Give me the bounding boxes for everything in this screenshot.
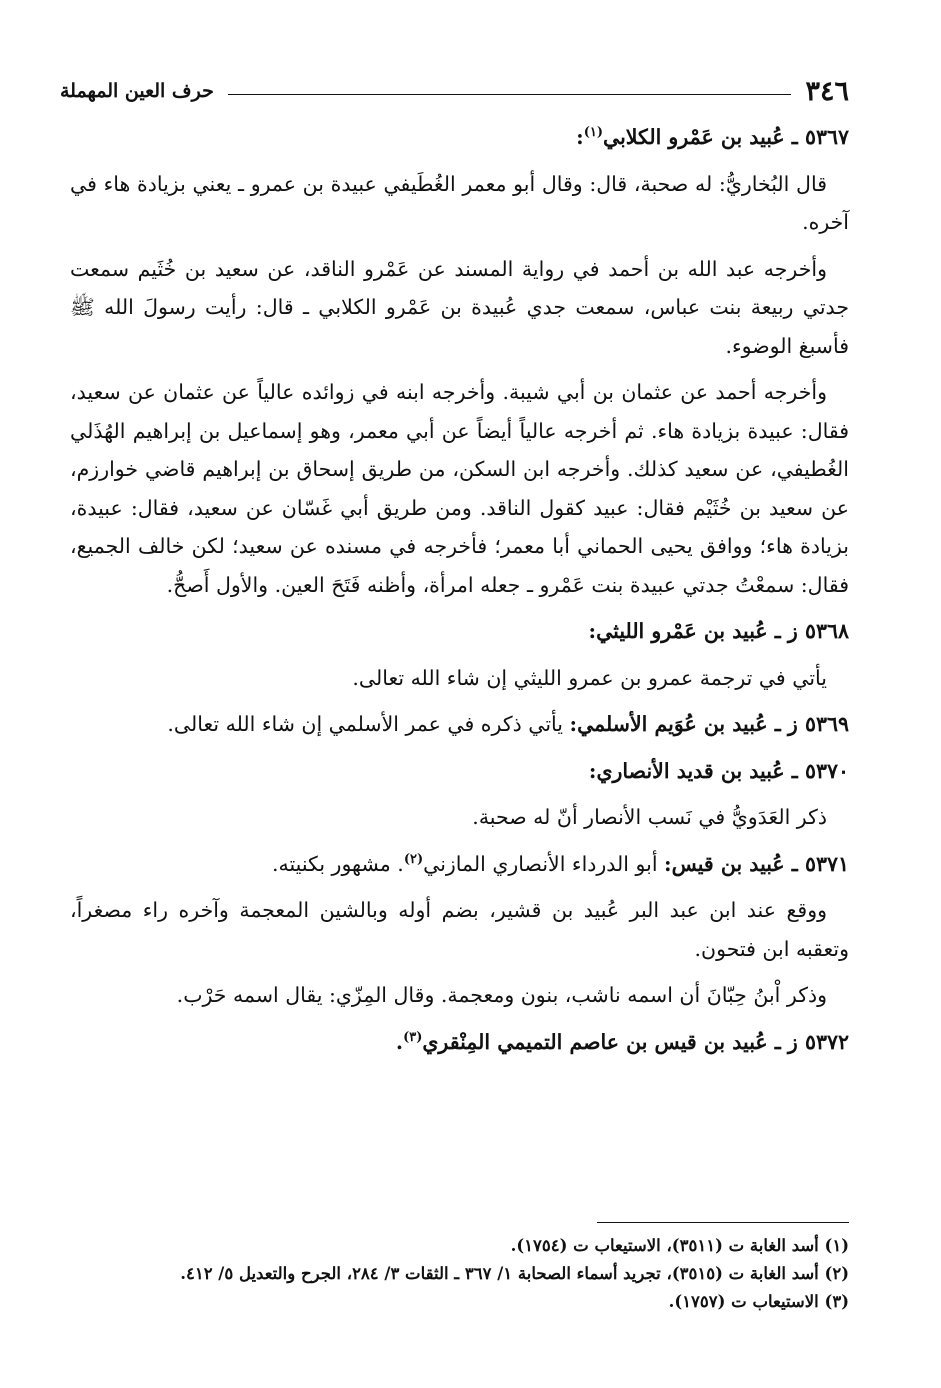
paragraph: ذكر العَدَويُّ في نَسب الأنصار أنّ له صحبة. (472, 805, 827, 829)
entry-heading: ٥٣٦٩ ز ـ عُبيد بن عُوَيم الأسلمي: (569, 712, 849, 736)
entry-5372-heading (70, 1023, 849, 1062)
entry-heading: ٥٣٧١ ـ عُبيد بن قيس: (664, 851, 849, 876)
entry-5371 (70, 845, 849, 884)
paragraph: وأخرجه عبد الله بن أحمد في رواية المسند عن عَمْرو الناقد، عن سعيد بن خُثَيم سمعت جدتي ربيعة بنت عباس، سمعت جدي عُبيدة بن عَمْرو الكلابي ـ قال: رأيت رسولَ الله ﷺ فأسبغ الوضوء. (70, 256, 849, 358)
footnote-ref: (٣) (403, 1029, 423, 1045)
entry-text: أبو الدرداء الأنصاري المازني (423, 851, 665, 876)
heading-period: . (395, 1029, 404, 1054)
page-header (60, 74, 849, 108)
entry-heading: ٥٣٧٢ ز ـ عُبيد بن قيس بن عاصم التميمي المِنْقري (422, 1029, 849, 1054)
entry-5367-heading (70, 118, 849, 157)
entry-5368-heading: ٥٣٦٨ ز ـ عُبيد بن عَمْرو الليثي: (588, 619, 849, 643)
footnote: (٣) الاستيعاب ت (١٧٥٧). (668, 1292, 849, 1311)
entry-text: . مشهور بكنيته. (271, 851, 404, 876)
footnotes (70, 1232, 849, 1316)
footnote-ref: (١) (583, 125, 603, 141)
paragraph: وأخرجه أحمد عن عثمان بن أبي شيبة. وأخرجه ابنه في زوائده عالياً عن عثمان عن سعيد، فقال: عبيدة بزيادة هاء. ثم أخرجه عالياً أيضاً عن أبي معمر، وهو إسماعيل بن إبراهيم الهُذَلي الغُطيفي، عن سعيد كذلك. وأخرجه ابن السكن، من طريق إسحاق بن إبراهيم قاضي خوارزم، عن سعيد بن خُثَيْم فقال: عبيد كقول الناقد. ومن طريق أبي غَسّان عن سعيد، فقال: عبيدة، بزيادة هاء؛ ووافق يحيى الحماني أبا معمر؛ فأخرجه في مسنده عن سعيد؛ لكن خالف الجميع، فقال: سمعْتُ جدتي عبيدة بنت عَمْرو ـ جعله امرأة، وأظنه فَتَحَ العين. والأول أَصحُّ. (70, 380, 849, 597)
heading-colon: : (576, 125, 584, 149)
footnote: (٢) أسد الغابة ت (٣٥١٥)، تجريد أسماء الصحابة ١/ ٣٦٧ ـ الثقات ٣/ ٢٨٤، الجرح والتعديل ٥/ ٤١٢. (180, 1264, 849, 1283)
footnote-ref: (٢) (403, 851, 424, 867)
entry-5369 (70, 705, 849, 744)
chapter-title: حرف العين المهملة (60, 80, 214, 102)
footnote: (١) أسد الغابة ت (٣٥١١)، الاستيعاب ت (١٧٥٤). (510, 1236, 849, 1255)
header-rule (228, 94, 792, 95)
paragraph: قال البُخاريُّ: له صحبة، قال: وقال أبو معمر الغُطَيفي عبيدة بن عمرو ـ يعني بزيادة هاء في آخره. (70, 171, 849, 234)
entry-text: يأتي ذكره في عمر الأسلمي إن شاء الله تعالى. (167, 712, 570, 736)
paragraph: وذكر اْبنُ حِبّانَ أن اسمه ناشب، بنون ومعجمة. وقال المِزّي: يقال اسمه حَرْب. (176, 983, 827, 1007)
page-body (70, 118, 849, 1069)
paragraph: يأتي في ترجمة عمرو بن عمرو الليثي إن شاء الله تعالى. (352, 665, 827, 690)
page-number: ٣٤٦ (805, 75, 849, 107)
paragraph: ووقع عند ابن عبد البر عُبيد بن قشير، بضم أوله وبالشين المعجمة وآخره راء مصغراً، وتعقبه ابن فتحون. (70, 898, 849, 961)
entry-5370-heading: ٥٣٧٠ ـ عُبيد بن قديد الأنصاري: (588, 758, 849, 783)
footnote-separator (597, 1222, 849, 1223)
entry-heading: ٥٣٦٧ ـ عُبيد بن عَمْرو الكلابي (603, 125, 849, 149)
